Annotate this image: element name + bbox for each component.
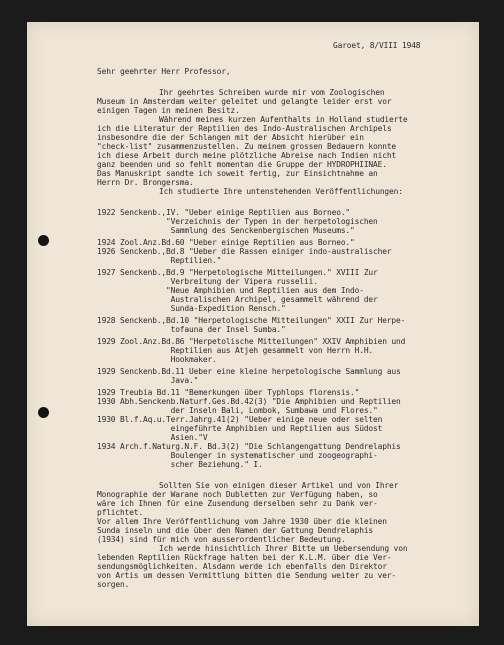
closing-line: Sunda inseln und die über den Namen der Gattung Dendrelaphis (97, 526, 374, 535)
publication-entry: "Neue Amphibien und Reptilien aus dem Indo- (97, 286, 364, 295)
publication-entry: 1927 Senckenb.,Bd.9 "Herpetologische Mitteilungen." XVIII Zur (97, 268, 378, 277)
closing-line: von Artis um dessen Vermittlung bitten die Sendung weiter zu ver- (97, 571, 397, 580)
punch-hole (38, 407, 49, 418)
intro-line: ich die Literatur der Reptilien des Indo-Australischen Archipels (97, 124, 392, 133)
publication-entry: scher Beziehung." I. (97, 460, 263, 469)
closing-line: Sollten Sie von einigen dieser Artikel und von Ihrer (159, 481, 399, 490)
closing-line: (1934) sind für mich von ausserordentlicher Bedeutung. (97, 535, 346, 544)
publication-entry: Java." (97, 376, 199, 385)
intro-line: Während meines kurzen Aufenthalts in Holland studierte (159, 115, 408, 124)
publication-entry: Sunda-Expedition Rensch." (97, 304, 286, 313)
publication-entry: 1929 Treubia Bd.11 "Bemerkungen über Typhlops florensis." (97, 388, 360, 397)
publication-entry: 1924 Zool.Anz.Bd.60 "Ueber einige Reptilien aus Borneo." (97, 238, 355, 247)
intro-line: insbesondre die der Schlangen mit der Absicht hierüber ein (97, 133, 364, 142)
intro-line: Museum in Amsterdam weiter geleitet und gelangte leider erst vor (97, 97, 392, 106)
intro-line: Ich studierte Ihre untenstehenden Veröffentlichungen: (159, 187, 403, 196)
publication-entry: der Inseln Bali, Lombok, Sumbawa und Flores." (97, 406, 378, 415)
publication-entry: Asien."V (97, 433, 208, 442)
publication-entry: 1929 Zool.Anz.Bd.86 "Herpetolische Mitteilungen" XXIV Amphibien und (97, 337, 406, 346)
publication-entry: Hookmaker. (97, 355, 217, 364)
publication-entry: Reptilien aus Atjeh gesammelt von Herrn H.H. (97, 346, 374, 355)
intro-line: Herrn Dr. Brongersma. (97, 178, 194, 187)
publication-entry: Boulenger in systematischer und zoogeographi- (97, 451, 378, 460)
publication-entry: tofauna der Insel Sumba." (97, 325, 286, 334)
publication-entry: 1929 Senckenb.Bd.11 Ueber eine kleine herpetologische Sammlung aus (97, 367, 401, 376)
publication-entry: Sammlung des Senckenbergischen Museums." (97, 226, 355, 235)
publication-entry: eingeführte Amphibien und Reptilien aus Südost (97, 424, 383, 433)
closing-line: Monographie der Warane noch Dubletten zur Verfügung haben, so (97, 490, 378, 499)
intro-line: Das Manuskript sandte ich soweit fertig, zur Einsichtnahme an (97, 169, 378, 178)
publication-entry: Australischen Archipel, gesammelt während der (97, 295, 378, 304)
intro-line: einigen Tagen in meinen Besitz. (97, 106, 240, 115)
closing-line: sendungsmöglichkeiten. Alsdann werde ich ebenfalls den Direktor (97, 562, 387, 571)
closing-line: Vor allem Ihre Veröffentlichung vom Jahre 1930 über die kleinen (97, 517, 387, 526)
publication-entry: Verbreitung der Vipera russelii. (97, 277, 318, 286)
closing-line: sorgen. (97, 580, 130, 589)
publication-entry: 1930 Bl.f.Aq.u.Terr.Jahrg.41(2) "Ueber einige neue oder selten (97, 415, 383, 424)
publication-entry: 1930 Abh.Senckenb.Naturf.Ges.Bd.42(3) "Die Amphibien und Reptilien (97, 397, 401, 406)
publication-entry: 1928 Senckenb.,Bd.10 "Herpetologische Mitteilungen" XXII Zur Herpe- (97, 316, 406, 325)
publication-entry: 1922 Senckenb.,IV. "Ueber einige Reptilien aus Borneo." (97, 208, 351, 217)
salutation: Sehr geehrter Herr Professor, (97, 67, 231, 76)
publication-entry: 1934 Arch.f.Naturg.N.F. Bd.3(2) "Die Schlangengattung Dendrelaphis (97, 442, 401, 451)
publication-entry: 1926 Senckenb.,Bd.8 "Ueber die Rassen einiger indo-australischer (97, 247, 392, 256)
punch-hole (38, 235, 49, 246)
intro-line: ich diese Arbeit durch meine plötzliche Abreise nach Indien nicht (97, 151, 397, 160)
closing-line: wäre ich Ihnen für eine Zusendung derselben sehr zu Dank ver- (97, 499, 378, 508)
publication-entry: "Verzeichnis der Typen in der herpetologischen (97, 217, 378, 226)
intro-line: "check-list" zusammenzustellen. Zu meinem grossen Bedauern konnte (97, 142, 397, 151)
closing-line: pflichtet. (97, 508, 144, 517)
closing-line: lebenden Reptilien Rückfrage halten bei der K.L.M. über die Ver- (97, 553, 392, 562)
letter-date: Garoet, 8/VIII 1948 (333, 41, 421, 50)
closing-line: Ich werde hinsichtlich Ihrer Bitte um Uebersendung von (159, 544, 408, 553)
letter-page (27, 22, 479, 626)
intro-line: ganz beenden und so fehlt momentan die Gruppe der HYDROPHIINAE. (97, 160, 387, 169)
publication-entry: Reptilien." (97, 256, 222, 265)
intro-line: Ihr geehrtes Schreiben wurde mir vom Zoologischen (159, 88, 385, 97)
